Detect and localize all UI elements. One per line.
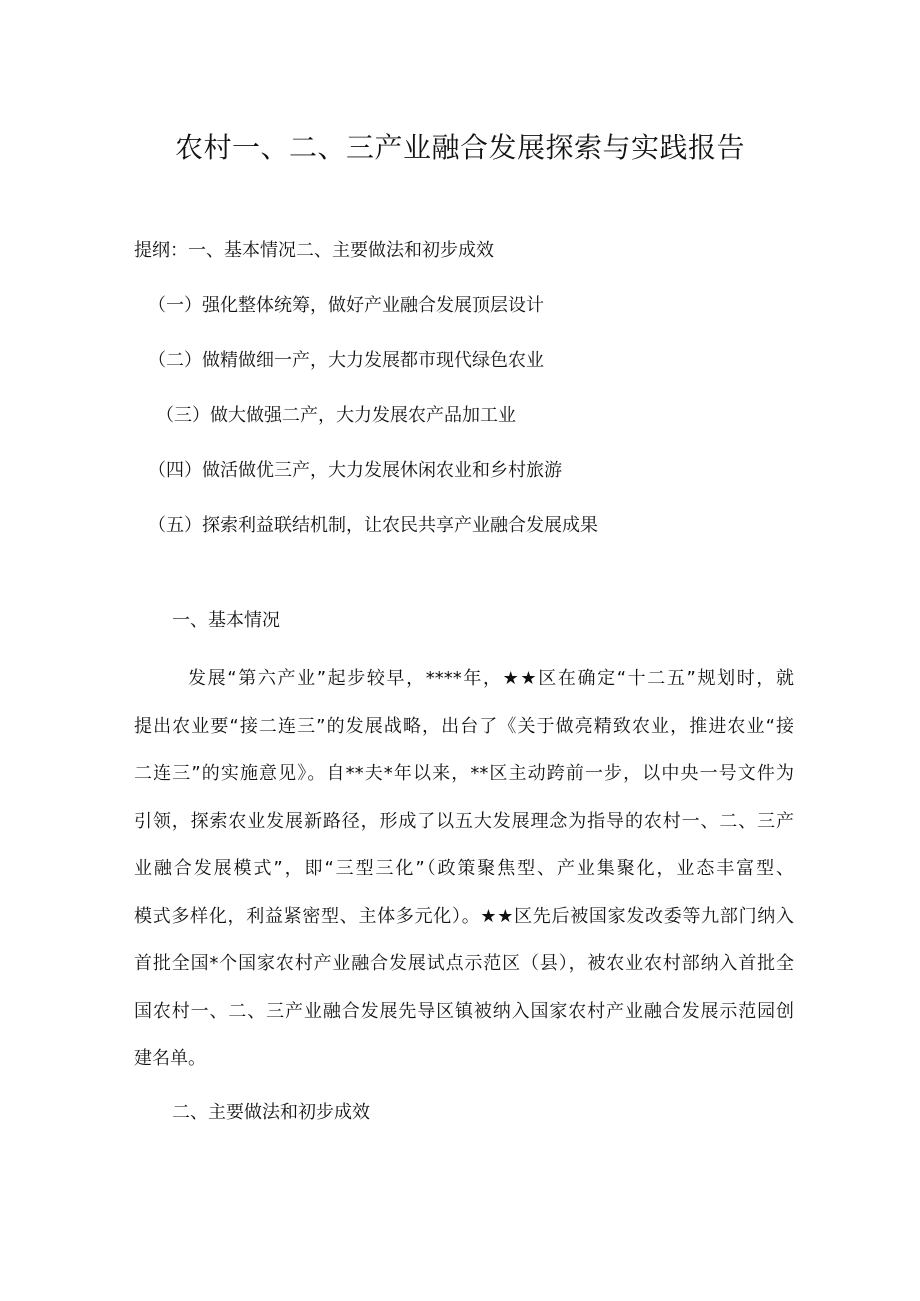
paragraph-line: 二连三”的实施意见》。自**夫*年以来，**区主动跨前一步，以中央一号文件为 (134, 763, 794, 784)
section-heading-main-practices: 二、主要做法和初步成效 (172, 1102, 370, 1123)
paragraph-line: 提出农业要“接二连三”的发展战略，出台了《关于做亮精致农业，推进农业“接 (134, 715, 794, 737)
section-1-paragraph (134, 655, 794, 1083)
outline-heading: 提纲：一、基本情况二、主要做法和初步成效 (134, 240, 494, 261)
section-heading-basic-situation: 一、基本情况 (172, 610, 280, 631)
paragraph-line: 模式多样化，利益紧密型、主体多元化）。★★区先后被国家发改委等九部门纳入 (134, 905, 794, 927)
document-title: 农村一、二、三产业融合发展探索与实践报告 (174, 131, 745, 164)
outline-item-2: （二）做精做细一产，大力发展都市现代绿色农业 (148, 350, 544, 371)
paragraph-line: 国农村一、二、三产业融合发展先导区镇被纳入国家农村产业融合发展示范园创 (134, 1000, 794, 1022)
paragraph-line: 引领，探索农业发展新路径，形成了以五大发展理念为指导的农村一、二、三产 (134, 810, 794, 832)
paragraph-line: 首批全国*个国家农村产业融合发展试点示范区（县），被农业农村部纳入首批全 (134, 953, 794, 974)
paragraph-line: 业融合发展模式”，即“三型三化”（政策聚焦型、产业集聚化，业态丰富型、 (134, 858, 794, 879)
outline-item-3: （三）做大做强二产，大力发展农产品加工业 (156, 405, 516, 426)
outline-item-4: （四）做活做优三产，大力发展休闲农业和乡村旅游 (148, 460, 562, 481)
outline-item-5: （五）探索利益联结机制，让农民共享产业融合发展成果 (148, 515, 598, 536)
paragraph-line: 建名单。 (134, 1048, 206, 1069)
outline-item-1: （一）强化整体统筹，做好产业融合发展顶层设计 (148, 295, 544, 316)
paragraph-line: 发展“第六产业”起步较早，****年，★★区在确定“十二五”规划时，就 (188, 668, 794, 689)
